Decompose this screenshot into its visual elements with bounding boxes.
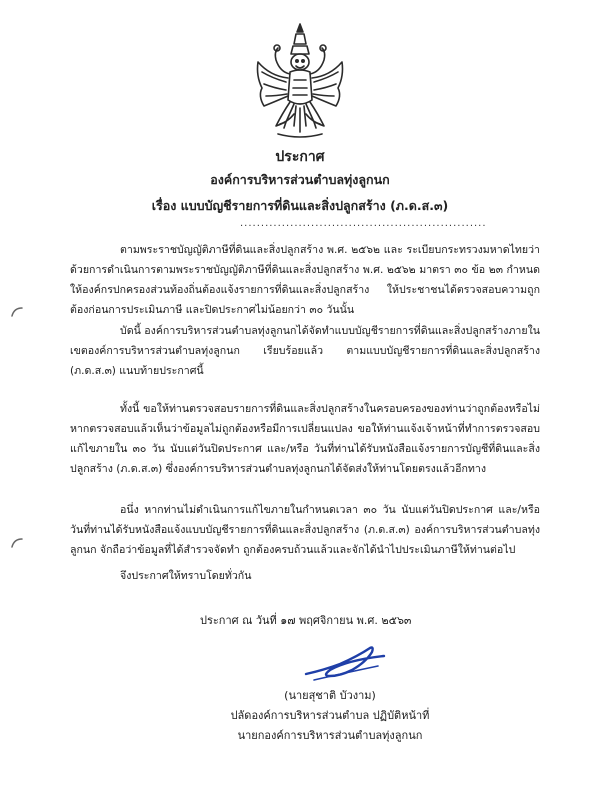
paragraph-list-prepared: บัดนี้ องค์การบริหารส่วนตำบลทุ่งลูกนกได้จัดทำแบบบัญชีรายการที่ดินและสิ่งปลูกสร้างภายในเขตองค์การบริหารส่วนตำบลทุ่งลูกนก เรียบร้อยแล้ว ตามแบบบัญชีรายการที่ดินและสิ่งปลูกสร้าง (ภ.ด.ส.๓) แนบท้ายประกาศนี้ bbox=[70, 325, 540, 377]
announcement-subject: เรื่อง แบบบัญชีรายการที่ดินและสิ่งปลูกสร้าง (ภ.ด.ส.๓) bbox=[151, 198, 449, 213]
punch-hole-icon bbox=[10, 537, 24, 549]
garuda-emblem-icon bbox=[252, 22, 348, 142]
announcement-title: ประกาศ bbox=[275, 149, 325, 165]
organization-name: องค์การบริหารส่วนตำบลทุ่งลูกนก bbox=[210, 172, 390, 187]
paragraph-legal-basis: ตามพระราชบัญญัติภาษีที่ดินและสิ่งปลูกสร้าง พ.ศ. ๒๕๖๒ และ ระเบียบกระทรวงมหาดไทยว่าด้วยการดำเนินการตามพระราชบัญญัติภาษีที่ดินและสิ่งปลูกสร้าง พ.ศ. ๒๕๖๒ มาตรา ๓๐ ข้อ ๒๓ กำหนดให้องค์กรปกครองส่วนท้องถิ่นต้องแจ้งรายการที่ดินและสิ่งปลูกสร้าง ให้ประชาชนได้ตรวจสอบความถูกต้องก่อนการประเมินภาษี และปิดประกาศไม่น้อยกว่า ๓๐ วันนั้น bbox=[70, 244, 540, 316]
header-separator: ........................................................... bbox=[240, 218, 487, 229]
paragraph-verification-request: ทั้งนี้ ขอให้ท่านตรวจสอบรายการที่ดินและสิ่งปลูกสร้างในครอบครองของท่านว่าถูกต้องหรือไม่ หากตรวจสอบแล้วเห็นว่าข้อมูลไม่ถูกต้องหรือมีการเปลี่ยนแปลง ขอให้ท่านแจ้งเจ้าหน้าที่ทำการตรวจสอบแก้ไขภายใน ๓๐ วัน นับแต่วันปิดประกาศ และ/หรือ วันที่ท่านได้รับหนังสือแจ้งรายการบัญชีที่ดินและสิ่งปลูกสร้าง (ภ.ด.ส.๓) ซึ่งองค์การบริหารส่วนตำบลทุ่งลูกนกได้จัดส่งให้ท่านโดยตรงแล้วอีกทาง bbox=[70, 403, 540, 475]
signatory-name: (นายสุชาติ บัวงาม) bbox=[284, 689, 376, 702]
announcement-date: ประกาศ ณ วันที่ ๑๗ พฤศจิกายน พ.ศ. ๒๕๖๓ bbox=[200, 614, 412, 627]
signatory-position-1: ปลัดองค์การบริหารส่วนตำบล ปฏิบัติหน้าที่ bbox=[230, 709, 430, 722]
signature-icon bbox=[300, 640, 390, 685]
signatory-position-2: นายกองค์การบริหารส่วนตำบลทุ่งลูกนก bbox=[237, 729, 423, 742]
paragraph-closing: จึงประกาศให้ทราบโดยทั่วกัน bbox=[120, 570, 252, 582]
paragraph-deadline-notice: อนึ่ง หากท่านไม่ดำเนินการแก้ไขภายในกำหนดเวลา ๓๐ วัน นับแต่วันปิดประกาศ และ/หรือ วันที่ท่านได้รับหนังสือแจ้งแบบบัญชีรายการที่ดินและสิ่งปลูกสร้าง (ภ.ด.ส.๓) องค์การบริหารส่วนตำบลทุ่งลูกนก จักถือว่าข้อมูลที่ได้สำรวจจัดทำ ถูกต้องครบถ้วนแล้วและจักได้นำไปประเมินภาษีให้ท่านต่อไป bbox=[70, 504, 540, 556]
punch-hole-icon bbox=[10, 306, 24, 318]
